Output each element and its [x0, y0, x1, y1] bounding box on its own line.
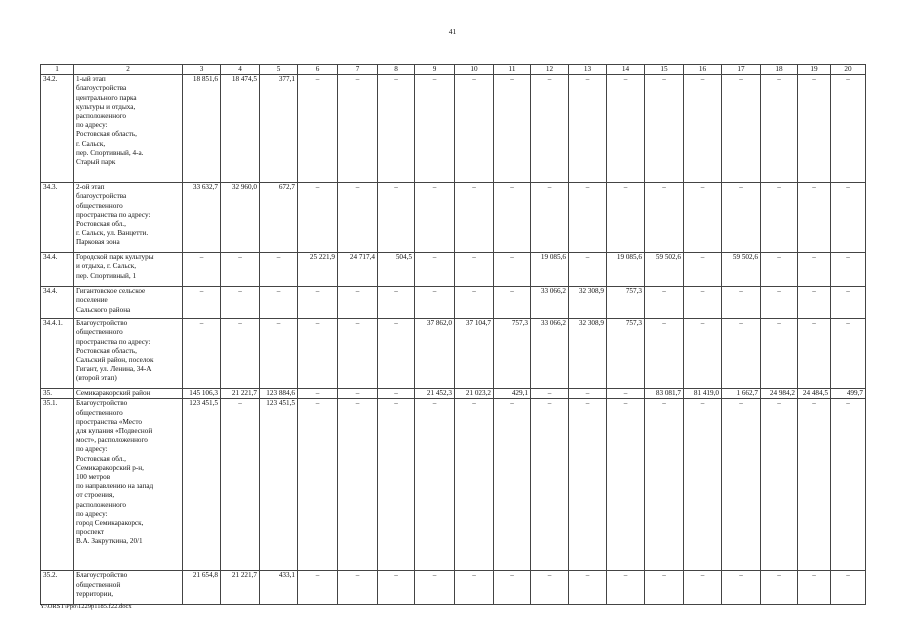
value-cell: 21 023,2	[455, 389, 494, 399]
value-cell: –	[831, 253, 866, 287]
value-cell: –	[684, 399, 722, 571]
column-number: 7	[338, 65, 378, 75]
value-cell: –	[221, 319, 260, 389]
value-cell: 24 717,4	[338, 253, 378, 287]
value-cell: 19 085,6	[531, 253, 569, 287]
value-cell: 33 632,7	[183, 183, 221, 253]
value-cell: –	[831, 183, 866, 253]
footer-file-path: Y:\ORST\Ppo\1229p1185.f22.docx	[40, 603, 132, 610]
value-cell: –	[722, 571, 761, 605]
value-cell: –	[221, 399, 260, 571]
table-row	[41, 399, 866, 571]
value-cell: –	[338, 75, 378, 183]
value-cell: –	[798, 253, 831, 287]
value-cell: –	[378, 75, 415, 183]
value-cell: –	[494, 75, 531, 183]
value-cell: –	[569, 183, 607, 253]
value-cell: 123 884,6	[260, 389, 298, 399]
row-id: 35.	[41, 389, 74, 399]
value-cell: –	[378, 571, 415, 605]
value-cell: 757,3	[494, 319, 531, 389]
value-cell: –	[761, 75, 798, 183]
value-cell: –	[415, 75, 455, 183]
value-cell: –	[798, 75, 831, 183]
value-cell: –	[798, 287, 831, 319]
table-row	[41, 75, 866, 183]
value-cell: –	[260, 319, 298, 389]
value-cell: 37 104,7	[455, 319, 494, 389]
value-cell: –	[798, 399, 831, 571]
value-cell: 21 221,7	[221, 389, 260, 399]
column-number: 19	[798, 65, 831, 75]
value-cell: 33 066,2	[531, 319, 569, 389]
value-cell: –	[298, 75, 338, 183]
value-cell: –	[338, 389, 378, 399]
value-cell: –	[183, 319, 221, 389]
value-cell: –	[298, 287, 338, 319]
value-cell: –	[260, 287, 298, 319]
row-id: 35.2.	[41, 571, 74, 605]
value-cell: –	[722, 399, 761, 571]
value-cell: 123 451,5	[260, 399, 298, 571]
row-id: 34.3.	[41, 183, 74, 253]
value-cell: –	[378, 399, 415, 571]
column-number: 11	[494, 65, 531, 75]
value-cell: –	[415, 399, 455, 571]
value-cell: –	[531, 571, 569, 605]
column-number: 3	[183, 65, 221, 75]
row-name: Благоустройство общественной территории,	[74, 571, 183, 605]
value-cell: 59 502,6	[645, 253, 684, 287]
value-cell: –	[455, 399, 494, 571]
value-cell: 433,1	[260, 571, 298, 605]
value-cell: –	[494, 183, 531, 253]
value-cell: –	[645, 319, 684, 389]
value-cell: –	[455, 287, 494, 319]
value-cell: 757,3	[607, 287, 645, 319]
column-number: 18	[761, 65, 798, 75]
value-cell: 24 984,2	[761, 389, 798, 399]
value-cell: –	[831, 319, 866, 389]
value-cell: 21 654,8	[183, 571, 221, 605]
column-number: 1	[41, 65, 74, 75]
column-number: 9	[415, 65, 455, 75]
value-cell: –	[761, 287, 798, 319]
value-cell: –	[761, 319, 798, 389]
value-cell: –	[684, 571, 722, 605]
column-number-row	[41, 65, 866, 75]
value-cell: –	[607, 75, 645, 183]
value-cell: 18 851,6	[183, 75, 221, 183]
value-cell: –	[221, 253, 260, 287]
row-name: Благоустройство общественного пространства по адресу: Ростовская область, Сальский район, поселок Гигант, ул. Ленина, 34-А (второй этап)	[74, 319, 183, 389]
table-row	[41, 571, 866, 605]
value-cell: 32 960,0	[221, 183, 260, 253]
value-cell: –	[831, 571, 866, 605]
value-cell: –	[298, 399, 338, 571]
column-number: 4	[221, 65, 260, 75]
value-cell: 59 502,6	[722, 253, 761, 287]
value-cell: –	[798, 319, 831, 389]
value-cell: –	[415, 287, 455, 319]
value-cell: 757,3	[607, 319, 645, 389]
column-number: 8	[378, 65, 415, 75]
value-cell: 123 451,5	[183, 399, 221, 571]
column-number: 17	[722, 65, 761, 75]
value-cell: –	[798, 571, 831, 605]
value-cell: 504,5	[378, 253, 415, 287]
value-cell: –	[569, 571, 607, 605]
value-cell: –	[378, 183, 415, 253]
value-cell: –	[607, 571, 645, 605]
budget-table	[40, 64, 866, 605]
row-name: 1-ый этап благоустройства центрального парка культуры и отдыха, расположенного по адресу: Ростовская область, г. Сальск, пер. Спортивный, 4-а. Старый парк	[74, 75, 183, 183]
value-cell: –	[531, 399, 569, 571]
page-number: 41	[448, 27, 457, 36]
value-cell: –	[831, 399, 866, 571]
value-cell: –	[569, 253, 607, 287]
value-cell: –	[338, 571, 378, 605]
value-cell: –	[684, 287, 722, 319]
value-cell: –	[607, 389, 645, 399]
value-cell: –	[378, 319, 415, 389]
value-cell: –	[722, 183, 761, 253]
column-number: 14	[607, 65, 645, 75]
value-cell: –	[494, 399, 531, 571]
table-row	[41, 319, 866, 389]
table-row	[41, 287, 866, 319]
value-cell: –	[684, 253, 722, 287]
value-cell: 32 308,9	[569, 287, 607, 319]
value-cell: 377,1	[260, 75, 298, 183]
value-cell: –	[761, 253, 798, 287]
value-cell: 1 662,7	[722, 389, 761, 399]
value-cell: –	[722, 287, 761, 319]
value-cell: –	[298, 571, 338, 605]
value-cell: 32 308,9	[569, 319, 607, 389]
value-cell: 25 221,9	[298, 253, 338, 287]
column-number: 16	[684, 65, 722, 75]
value-cell: 499,7	[831, 389, 866, 399]
value-cell: 429,1	[494, 389, 531, 399]
table-row	[41, 253, 866, 287]
value-cell: –	[260, 253, 298, 287]
column-number: 2	[74, 65, 183, 75]
value-cell: –	[645, 75, 684, 183]
value-cell: –	[761, 183, 798, 253]
value-cell: –	[494, 253, 531, 287]
value-cell: –	[338, 183, 378, 253]
row-name: Гигантовское сельское поселение Сальского района	[74, 287, 183, 319]
value-cell: 19 085,6	[607, 253, 645, 287]
value-cell: 672,7	[260, 183, 298, 253]
value-cell: –	[645, 571, 684, 605]
value-cell: –	[378, 389, 415, 399]
value-cell: 33 066,2	[531, 287, 569, 319]
value-cell: –	[494, 571, 531, 605]
value-cell: –	[761, 399, 798, 571]
value-cell: –	[722, 319, 761, 389]
value-cell: –	[798, 183, 831, 253]
row-name: Благоустройство общественного пространства «Место для купания «Подвесной мост», расположенного по адресу: Ростовская обл., Семикаракорский р-н, 100 метров по направлению на запад от строения, расположенного по адресу: город Семикаракорск, проспект В.А. Закруткина, 20/1	[74, 399, 183, 571]
row-name: Городской парк культуры и отдыха, г. Сальск, пер. Спортивный, 1	[74, 253, 183, 287]
value-cell: 83 081,7	[645, 389, 684, 399]
value-cell: –	[831, 75, 866, 183]
column-number: 6	[298, 65, 338, 75]
value-cell: –	[607, 399, 645, 571]
value-cell: –	[531, 389, 569, 399]
value-cell: 18 474,5	[221, 75, 260, 183]
value-cell: –	[415, 253, 455, 287]
value-cell: –	[455, 183, 494, 253]
value-cell: –	[761, 571, 798, 605]
row-id: 34.2.	[41, 75, 74, 183]
value-cell: –	[455, 571, 494, 605]
column-number: 20	[831, 65, 866, 75]
column-number: 12	[531, 65, 569, 75]
value-cell: –	[569, 389, 607, 399]
row-id: 34.4.	[41, 253, 74, 287]
value-cell: –	[494, 287, 531, 319]
value-cell: 81 419,0	[684, 389, 722, 399]
value-cell: 37 862,0	[415, 319, 455, 389]
table-row	[41, 183, 866, 253]
row-id: 35.1.	[41, 399, 74, 571]
value-cell: –	[607, 183, 645, 253]
table-row	[41, 389, 866, 399]
value-cell: –	[645, 287, 684, 319]
value-cell: –	[298, 389, 338, 399]
value-cell: –	[531, 183, 569, 253]
value-cell: –	[645, 399, 684, 571]
row-id: 34.4.1.	[41, 319, 74, 389]
row-id: 34.4.	[41, 287, 74, 319]
column-number: 13	[569, 65, 607, 75]
row-name: Семикаракорский район	[74, 389, 183, 399]
value-cell: –	[455, 75, 494, 183]
value-cell: –	[722, 75, 761, 183]
row-name: 2-ой этап благоустройства общественного пространства по адресу: Ростовская обл., г. Сальск, ул. Ванцетти. Парковая зона	[74, 183, 183, 253]
value-cell: –	[684, 183, 722, 253]
value-cell: 145 106,3	[183, 389, 221, 399]
value-cell: 21 221,7	[221, 571, 260, 605]
value-cell: –	[183, 253, 221, 287]
value-cell: –	[831, 287, 866, 319]
value-cell: –	[645, 183, 684, 253]
value-cell: –	[183, 287, 221, 319]
value-cell: –	[684, 75, 722, 183]
value-cell: –	[298, 319, 338, 389]
value-cell: –	[298, 183, 338, 253]
value-cell: –	[455, 253, 494, 287]
column-number: 5	[260, 65, 298, 75]
value-cell: 24 484,5	[798, 389, 831, 399]
value-cell: –	[338, 399, 378, 571]
column-number: 15	[645, 65, 684, 75]
value-cell: 21 452,3	[415, 389, 455, 399]
value-cell: –	[569, 399, 607, 571]
value-cell: –	[338, 319, 378, 389]
value-cell: –	[338, 287, 378, 319]
value-cell: –	[415, 183, 455, 253]
value-cell: –	[569, 75, 607, 183]
column-number: 10	[455, 65, 494, 75]
value-cell: –	[684, 319, 722, 389]
value-cell: –	[221, 287, 260, 319]
value-cell: –	[415, 571, 455, 605]
value-cell: –	[531, 75, 569, 183]
value-cell: –	[378, 287, 415, 319]
